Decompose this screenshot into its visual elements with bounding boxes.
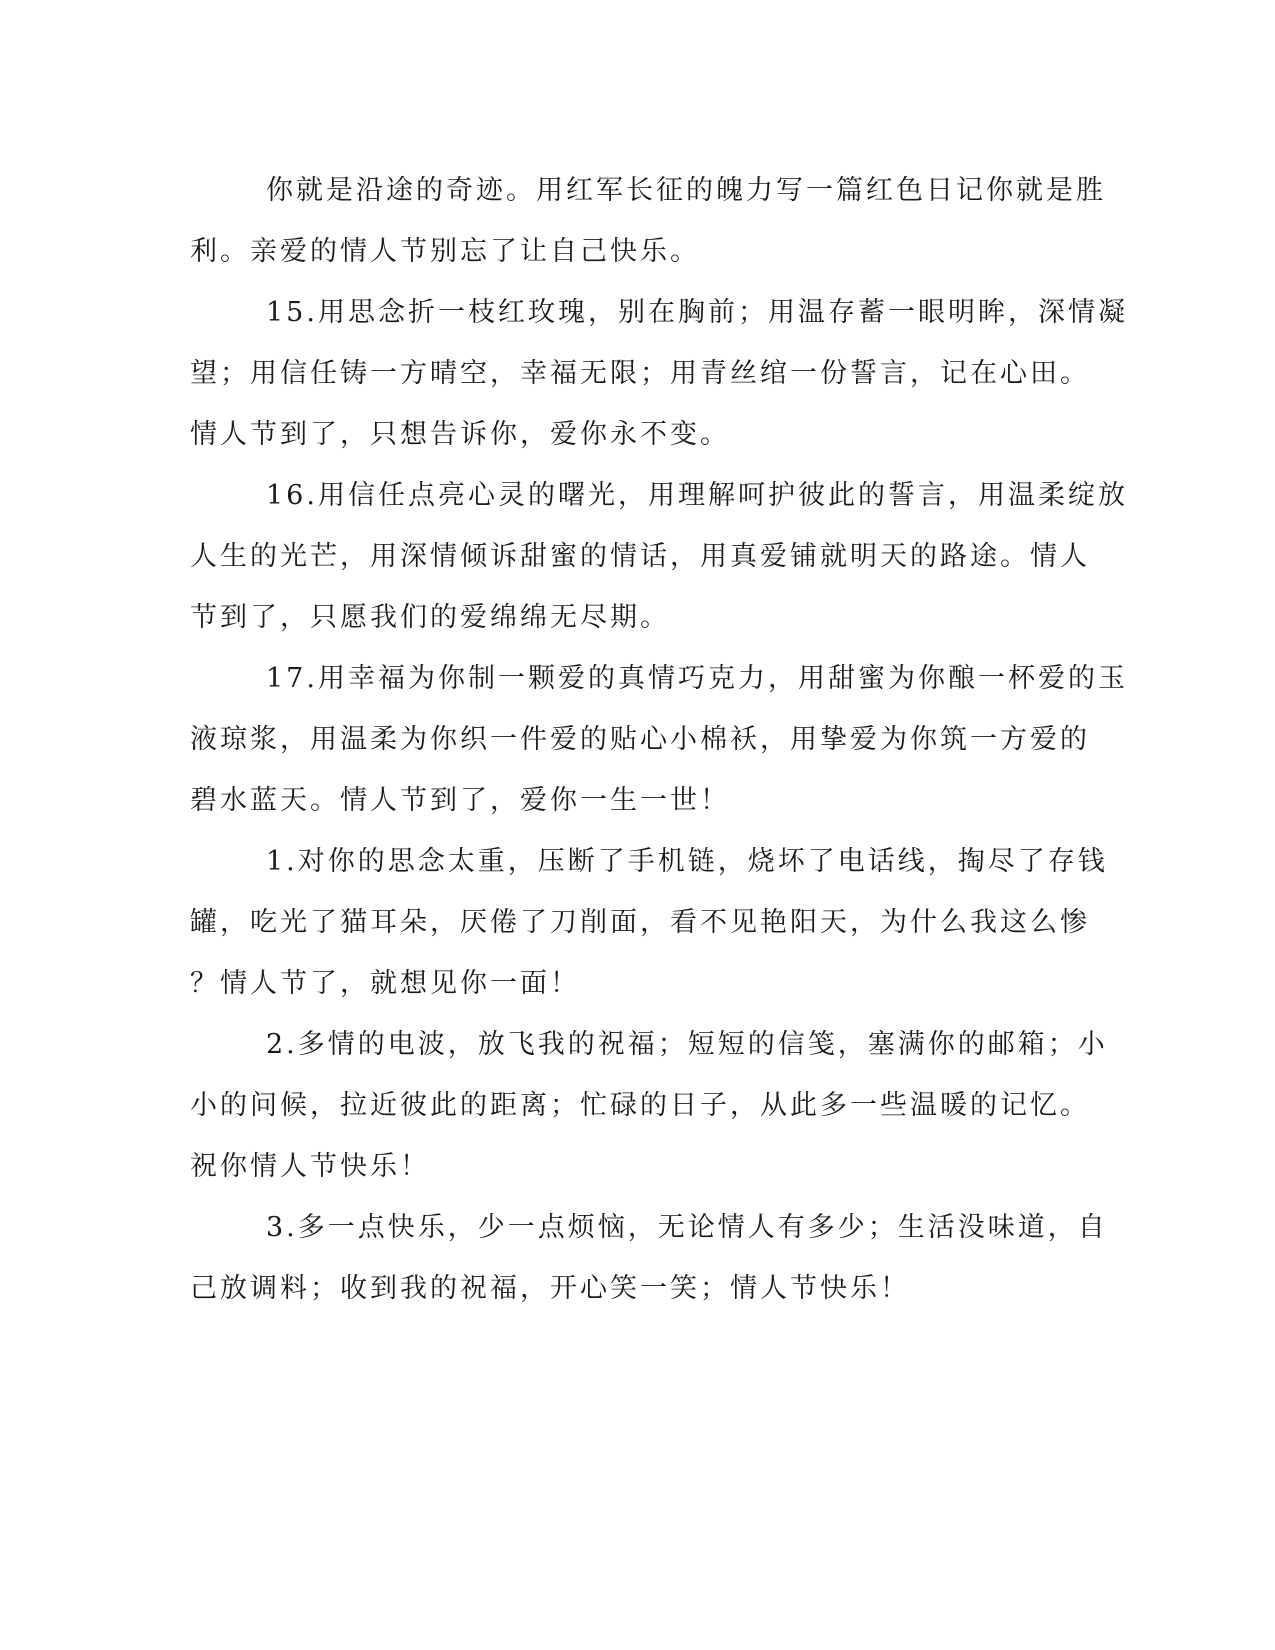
text-line: 望；用信任铸一方晴空，幸福无限；用青丝绾一份誓言，记在心田。 <box>190 358 1090 389</box>
text-line: 人生的光芒，用深情倾诉甜蜜的情话，用真爱铺就明天的路途。情人 <box>190 541 1090 572</box>
text-line: 15.用思念折一枝红玫瑰，别在胸前；用温存蓄一眼明眸，深情凝 <box>266 297 1128 328</box>
text-line: 节到了，只愿我们的爱绵绵无尽期。 <box>190 602 670 633</box>
text-line: 祝你情人节快乐！ <box>190 1151 430 1182</box>
text-line: 16.用信任点亮心灵的曙光，用理解呵护彼此的誓言，用温柔绽放 <box>266 480 1128 511</box>
text-line: 17.用幸福为你制一颗爱的真情巧克力，用甜蜜为你酿一杯爱的玉 <box>266 663 1128 694</box>
paragraph-item-17 <box>190 648 1128 831</box>
text-line: 你就是沿途的奇迹。用红军长征的魄力写一篇红色日记你就是胜 <box>266 175 1106 206</box>
text-line: 液琼浆，用温柔为你织一件爱的贴心小棉袄，用挚爱为你筑一方爱的 <box>190 724 1090 755</box>
text-line: 情人节到了，只想告诉你，爱你永不变。 <box>190 419 730 450</box>
paragraph-item-15 <box>190 282 1128 465</box>
paragraph-item-2 <box>190 1014 1108 1197</box>
text-line: 碧水蓝天。情人节到了，爱你一生一世！ <box>190 785 730 816</box>
text-line: 罐，吃光了猫耳朵，厌倦了刀削面，看不见艳阳天，为什么我这么惨 <box>190 907 1090 938</box>
text-line: 利。亲爱的情人节别忘了让自己快乐。 <box>190 236 700 267</box>
text-line: 1.对你的思念太重，压断了手机链，烧坏了电话线，掏尽了存钱 <box>266 846 1108 877</box>
text-line: 2.多情的电波，放飞我的祝福；短短的信笺，塞满你的邮箱；小 <box>266 1029 1108 1060</box>
text-line: 小的问候，拉近彼此的距离；忙碌的日子，从此多一些温暖的记忆。 <box>190 1090 1090 1121</box>
paragraph-item-1 <box>190 831 1108 1014</box>
text-line: 己放调料；收到我的祝福，开心笑一笑；情人节快乐！ <box>190 1273 910 1304</box>
paragraph-item-16 <box>190 465 1128 648</box>
text-line: ？情人节了，就想见你一面！ <box>190 968 580 999</box>
body-text <box>190 160 1128 1319</box>
paragraph-continuation <box>190 160 1106 282</box>
text-line: 3.多一点快乐，少一点烦恼，无论情人有多少；生活没味道，自 <box>266 1212 1108 1243</box>
paragraph-item-3 <box>190 1197 1108 1319</box>
